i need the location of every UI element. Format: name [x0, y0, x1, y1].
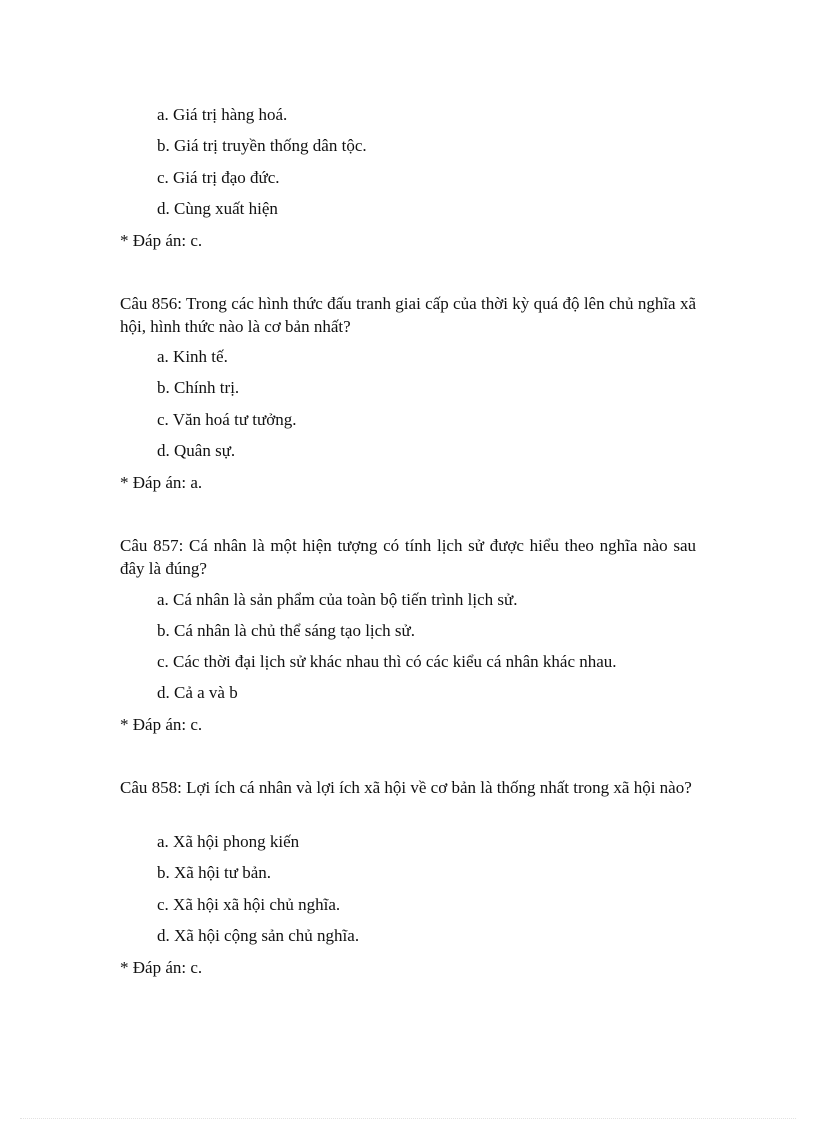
option-b: b. Xã hội tư bản. [157, 863, 272, 882]
option-b: b. Chính trị. [157, 378, 240, 397]
answer-line: * Đáp án: c. [120, 231, 203, 250]
option-c: c. Các thời đại lịch sử khác nhau thì có các kiểu cá nhân khác nhau. [157, 652, 617, 671]
answer-line: * Đáp án: c. [120, 958, 203, 977]
option-c: c. Xã hội xã hội chủ nghĩa. [157, 895, 341, 914]
option-d: d. Cùng xuất hiện [157, 199, 278, 218]
answer-line: * Đáp án: c. [120, 715, 203, 734]
page-bottom-divider [20, 1118, 796, 1119]
option-a: a. Xã hội phong kiến [157, 832, 300, 851]
option-b: b. Giá trị truyền thống dân tộc. [157, 136, 367, 155]
option-d: d. Xã hội cộng sản chủ nghĩa. [157, 926, 360, 945]
option-a: a. Kinh tế. [157, 347, 228, 366]
question-858-text: Câu 858: Lợi ích cá nhân và lợi ích xã hội về cơ bản là thống nhất trong xã hội nào? [120, 778, 692, 797]
option-b: b. Cá nhân là chủ thể sáng tạo lịch sử. [157, 621, 416, 640]
answer-line: * Đáp án: a. [120, 473, 203, 492]
option-a: a. Giá trị hàng hoá. [157, 105, 288, 124]
option-c: c. Văn hoá tư tưởng. [157, 410, 297, 429]
question-856-text: Câu 856: Trong các hình thức đấu tranh giai cấp của thời kỳ quá độ lên chủ nghĩa xã hội, hình thức nào là cơ bản nhất? [120, 294, 696, 336]
option-c: c. Giá trị đạo đức. [157, 168, 280, 187]
option-d: d. Quân sự. [157, 441, 236, 460]
option-d: d. Cả a và b [157, 683, 238, 702]
question-857-text: Câu 857: Cá nhân là một hiện tượng có tính lịch sử được hiểu theo nghĩa nào sau đây là đúng? [120, 536, 696, 578]
option-a: a. Cá nhân là sản phẩm của toàn bộ tiến trình lịch sử. [157, 590, 518, 609]
